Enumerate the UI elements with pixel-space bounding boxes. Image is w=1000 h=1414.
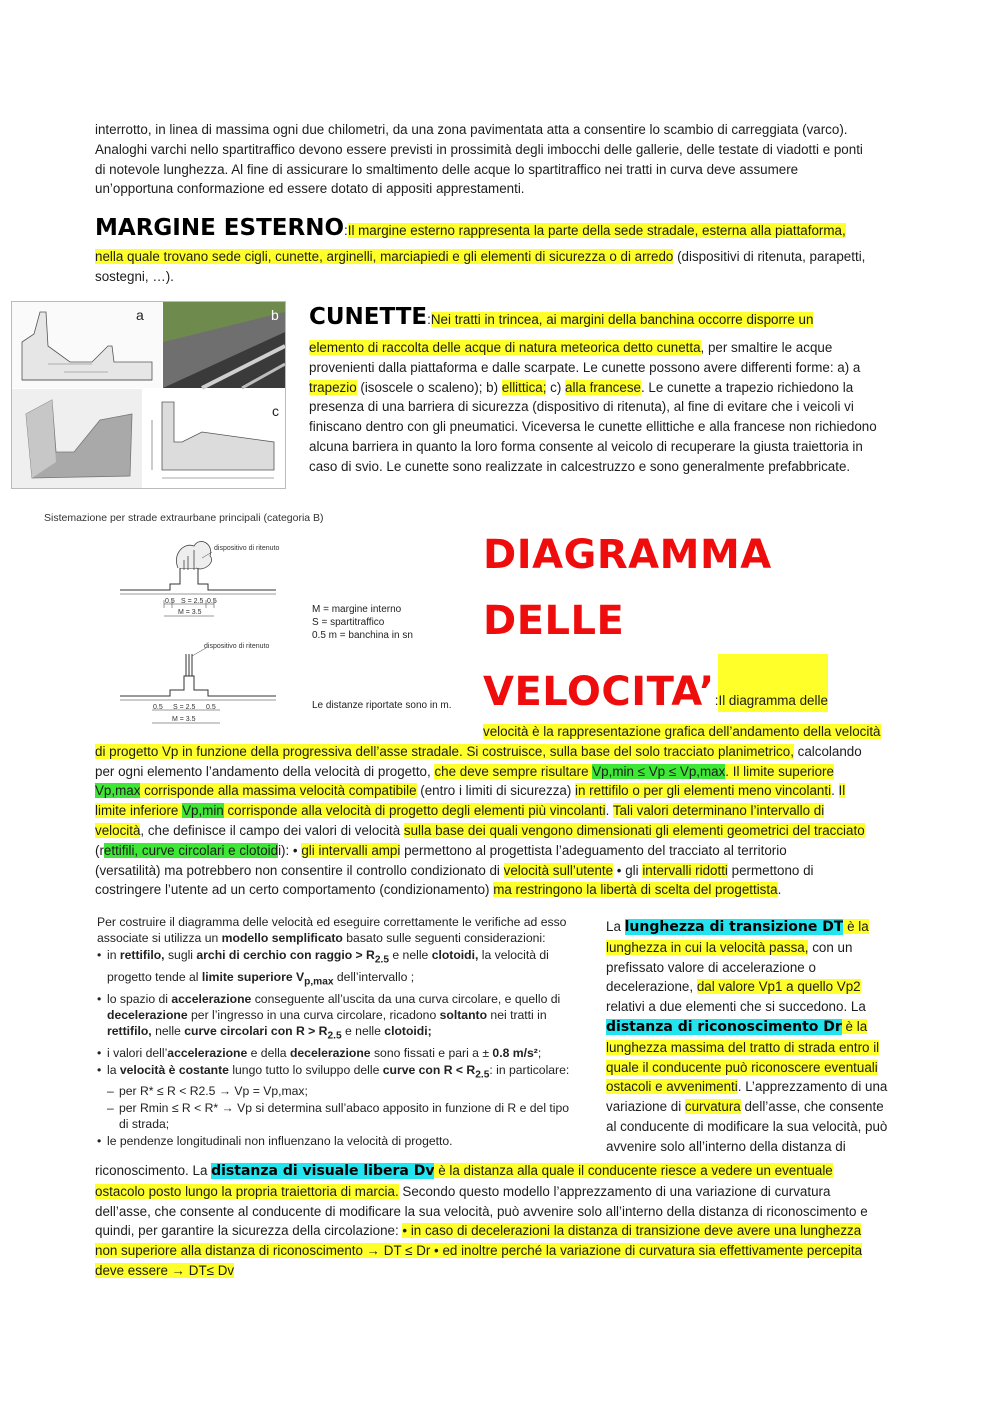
modello-bullet: • le pendenze longitudinali non influenzano la velocità di progetto. xyxy=(97,1133,581,1149)
transizione-text: decelerazione, xyxy=(606,979,697,995)
cunette-ellittica: ellittica; xyxy=(501,379,547,395)
diagramma-text: calcolando xyxy=(793,743,862,759)
margine-text: (dispositivi di ritenuta, parapetti, xyxy=(673,249,866,264)
cunette-figure xyxy=(11,301,286,489)
colon: : xyxy=(714,693,719,708)
cunette-line: presenza di una barriera di sicurezza (dispositivo di ritenuta), al fine di evitare che i veicoli vi xyxy=(309,399,854,415)
modello-bold: accelerazione xyxy=(171,991,252,1006)
modello-subbullet: – per R* ≤ R < R2.5 → Vp = Vp,max; xyxy=(97,1083,581,1099)
diagramma-highlight: in rettifilo o per gli elementi meno vincolanti xyxy=(575,783,832,799)
modello-text: lungo tutto lo sviluppo delle xyxy=(228,1062,383,1077)
transizione-term: lunghezza di transizione DT xyxy=(624,919,844,935)
modello-sub: 2.5 xyxy=(374,954,389,966)
visuale-line: dell’asse, che consente al conducente di modificare la sua velocità, può avvenire solo all’interno della distanza di riconoscimento e xyxy=(95,1203,868,1219)
diagramma-highlight-0: Il diagramma delle xyxy=(718,654,827,712)
cunette-heading: CUNETTE xyxy=(309,304,428,330)
transizione-text: con un xyxy=(808,939,853,955)
modello-bold: 0.8 m/s² xyxy=(492,1046,538,1061)
visuale-text: riconoscimento. La xyxy=(95,1163,212,1178)
diagramma-highlight: corrisponde alla massima velocità compatibile xyxy=(140,783,417,799)
sistemazione-caption: Sistemazione per strade extraurbane principali (categoria B) xyxy=(44,512,324,524)
modello-text: dell’intervallo ; xyxy=(333,969,415,984)
modello-line: Per costruire il diagramma delle velocità ed eseguire correttamente le verifiche ad esso xyxy=(97,915,567,929)
modello-bullet xyxy=(97,1062,581,1084)
cunette-text: , per smaltire le acque xyxy=(700,340,833,355)
diagramma-text: permettono al progettista l’adeguamento del tracciato al territorio xyxy=(400,842,787,858)
modello-bold: soltanto xyxy=(439,1007,488,1022)
modello-text: basato sulle seguenti considerazioni: xyxy=(342,931,546,946)
legend-item: M = margine interno xyxy=(312,604,402,615)
transizione-highlight: è la xyxy=(841,1018,868,1034)
modello-bold: curve circolari con R > R xyxy=(184,1024,328,1039)
visuale-highlight: deve essere → DT≤ Dv xyxy=(95,1262,235,1278)
diagramma-green: ettifili, curve circolari e clotoid xyxy=(103,842,279,858)
transizione-paragraph xyxy=(606,917,906,1157)
diagramma-highlight: velocità xyxy=(95,822,141,838)
modello-bold: limite superiore V xyxy=(201,969,305,984)
diagramma-title xyxy=(483,522,828,725)
modello-text: nelle xyxy=(151,1024,185,1039)
diagramma-highlight: Il xyxy=(838,783,846,799)
colon: : xyxy=(427,312,431,327)
diagramma-green: Vp,min ≤ Vp ≤ Vp,max xyxy=(592,763,726,779)
modello-bold: clotoidi, xyxy=(431,947,479,962)
diagramma-green: Vp,min xyxy=(182,803,224,819)
transizione-line: al conducente di modificare la sua velocità, può xyxy=(606,1118,888,1134)
transizione-highlight: è la xyxy=(843,919,869,934)
visuale-highlight: è la distanza alla quale il conducente riesce a vedere un eventuale xyxy=(434,1163,833,1178)
cunette-line: provenienti dalla piattaforma e dalle scarpate. Le cunette possono avere differenti forme: a) a xyxy=(309,359,861,375)
modello-bold: decelerazione xyxy=(107,1007,188,1022)
transizione-line: prefissato valore di accelerazione o xyxy=(606,959,816,975)
sistemazione-figure xyxy=(44,512,484,742)
dim-label: M = 3.5 xyxy=(178,609,202,616)
diagramma-paragraph xyxy=(95,722,915,900)
dim-label: M = 3.5 xyxy=(172,716,196,723)
diagramma-text: permettono di xyxy=(727,862,814,878)
diagramma-highlight: corrisponde alla velocità di progetto degli elementi più vincolanti xyxy=(223,803,606,819)
modello-text: per l’ingresso in una curva circolare, ricadono xyxy=(187,1007,440,1022)
intro-line: un’opportuna conformazione ed essere dotato di appositi apprestamenti. xyxy=(95,181,525,197)
transizione-text: dell’asse, che consente xyxy=(740,1099,884,1115)
modello-bold: modello semplificato xyxy=(221,931,343,946)
diagramma-highlight: intervalli ridotti xyxy=(642,862,728,878)
modello-sub: p,max xyxy=(304,976,334,988)
modello-text: sugli xyxy=(164,947,197,962)
cunette-text: (isoscele o scaleno); b) xyxy=(356,379,502,395)
diagramma-text: (versatilità) ma potrebbero non consentire il controllo condizionato di xyxy=(95,862,504,878)
dim-label: 0.5 xyxy=(207,598,217,605)
modello-sub: 2.5 xyxy=(475,1069,490,1080)
modello-bullet xyxy=(97,991,581,1046)
diagramma-highlight: velocità sull’utente xyxy=(503,862,614,878)
cunette-text: c) xyxy=(546,379,566,395)
visuale-term: distanza di visuale libera Dv xyxy=(211,1163,435,1179)
modello-text: associate si utilizza un xyxy=(97,931,222,946)
diagramma-text: • gli xyxy=(613,862,643,878)
title-line: DIAGRAMMA xyxy=(483,532,772,578)
modello-text: i valori dell’ xyxy=(107,1046,168,1061)
margine-line: sostegni, …). xyxy=(95,268,174,284)
visuale-paragraph xyxy=(95,1161,915,1281)
device-label-bottom: dispositivo di ritenuto xyxy=(204,643,270,650)
cunette-highlight-2: elemento di raccolta delle acque di natura meteorica detto cunetta xyxy=(309,340,701,355)
cunette-highlight-1: Nei tratti in trincea, ai margini della banchina occorre disporre un xyxy=(430,312,814,327)
diagramma-text: per ogni elemento l’andamento della velocità di progetto, xyxy=(95,763,435,779)
modello-bold: clotoidi; xyxy=(384,1024,432,1039)
legend-item: S = spartitraffico xyxy=(312,617,385,628)
margine-section xyxy=(95,213,915,287)
fig-label-b: b xyxy=(271,307,279,323)
modello-text: nei tratti in xyxy=(487,1007,547,1022)
dim-label: S = 2.5 xyxy=(181,598,204,605)
modello-bold: curve con R < R xyxy=(382,1062,476,1077)
diagramma-green: Vp,max xyxy=(95,783,141,799)
dim-label: 0.5 xyxy=(165,598,175,605)
transizione-text: La xyxy=(606,919,625,934)
modello-bullet xyxy=(97,947,581,991)
diagramma-highlight: Tali valori determinano l’intervallo di xyxy=(612,803,825,819)
cunette-section xyxy=(309,302,909,477)
intro-paragraph xyxy=(95,120,915,199)
modello-text: in xyxy=(107,947,120,962)
diagramma-highlight: limite inferiore xyxy=(95,803,183,819)
intro-line: interrotto, in linea di massima ogni due chilometri, da una zona pavimentata atta a consentire lo scambio di carreggiata (varco). xyxy=(95,122,848,137)
diagramma-text: i): • xyxy=(278,842,302,858)
modello-subbullet: – per Rmin ≤ R < R* → Vp si determina sull’abaco apposito in funzione di R e del tipo di strada; xyxy=(97,1100,581,1133)
transizione-text: variazione di xyxy=(606,1099,685,1115)
transizione-highlight: curvatura xyxy=(684,1099,741,1115)
diagramma-text: (entro i limiti di sicurezza) xyxy=(416,783,576,799)
transizione-highlight: quale il conducente può riconoscere eventuali xyxy=(606,1059,878,1075)
riconoscimento-term: distanza di riconoscimento Dr xyxy=(606,1018,842,1035)
fig-label-c: c xyxy=(272,403,279,419)
dim-label: 0.5 xyxy=(153,704,163,711)
cunette-trapezio: trapezio xyxy=(309,379,357,395)
modello-text: e nelle xyxy=(389,947,432,962)
visuale-highlight: • in caso di decelerazioni la distanza di transizione deve avere una lunghezza xyxy=(402,1223,862,1239)
modello-bold: rettifilo, xyxy=(107,1024,152,1039)
diagramma-text: (r xyxy=(95,842,104,858)
transizione-highlight: dal valore Vp1 a quello Vp2 xyxy=(696,979,861,995)
modello-bold: rettifilo, xyxy=(119,947,165,962)
colon: : xyxy=(344,223,348,238)
visuale-highlight: ostacolo posto lungo la propria traiettoria di marcia. xyxy=(95,1183,399,1199)
modello-text: sono fissati e pari a ± xyxy=(370,1046,493,1061)
modello-text: lo spazio di xyxy=(107,991,172,1006)
margine-heading: MARGINE ESTERNO xyxy=(95,215,344,241)
title-line: VELOCITA’ xyxy=(483,669,715,715)
diagramma-highlight: sulla base dei quali vengono dimensionati gli elementi geometrici del tracciato xyxy=(403,822,865,838)
diagramma-highlight-1: velocità è la rappresentazione grafica dell’andamento della velocità xyxy=(483,724,881,739)
dim-label: 0.5 xyxy=(206,704,216,711)
margine-highlight-1: Il margine esterno rappresenta la parte della sede stradale, esterna alla piattaforma, xyxy=(347,223,846,238)
visuale-text: Secondo questo modello l’apprezzamento di una variazione di curvatura xyxy=(398,1183,831,1199)
diagramma-highlight: ma restringono la libertà di scelta del progettista xyxy=(493,882,778,898)
modello-text: e della xyxy=(247,1046,290,1061)
diagramma-highlight: gli intervalli ampi xyxy=(301,842,401,858)
transizione-highlight: lunghezza in cui la velocità passa, xyxy=(606,939,809,955)
sistemazione-svg xyxy=(44,528,484,743)
modello-text: conseguente all’uscita da una curva circolare, e quello di xyxy=(251,991,561,1006)
device-label-top: dispositivo di ritenuto xyxy=(214,545,280,552)
cunette-line: caso di svio. Le cunette sono realizzate in calcestruzzo e sono generalmente prefabbricate. xyxy=(309,458,851,474)
legend-item: 0.5 m = banchina in sn xyxy=(312,630,413,641)
modello-text: ; xyxy=(537,1046,542,1061)
cunette-line: finiscano dentro con gli pneumatici. Viceversa le cunette ellittiche e alla francese non richiedono xyxy=(309,419,877,435)
cunette-text: . Le cunette a trapezio richiedono la xyxy=(640,379,854,395)
diagramma-text: , che definisce il campo dei valori di velocità xyxy=(140,822,404,838)
modello-sub: 2.5 xyxy=(327,1030,342,1042)
visuale-text: quindi, per garantire la sicurezza della circolazione: xyxy=(95,1223,403,1239)
diagramma-text: . xyxy=(777,882,782,898)
modello-bold: decelerazione xyxy=(289,1046,371,1061)
diagramma-text: costringere l’utente ad un certo comportamento (condizionamento) xyxy=(95,882,494,898)
diagramma-highlight: che deve sempre risultare xyxy=(434,763,593,779)
intro-line: Analoghi varchi nello spartitraffico devono essere previsti in prossimità degli imbocchi delle gallerie, delle testate di viadotti e ponti xyxy=(95,141,863,157)
modello-bullet xyxy=(97,1045,581,1061)
modello-text: : in particolare: xyxy=(489,1062,570,1077)
transizione-line: relativi a due elementi che si succedono. La xyxy=(606,999,866,1015)
diagramma-text: . xyxy=(831,783,839,799)
visuale-highlight: non superiore alla distanza di riconoscimento → DT ≤ Dr • ed inoltre perché la variazione di curvatura sia effettivamente percepita xyxy=(95,1243,863,1259)
diagramma-highlight-2: di progetto Vp in funzione della progressiva dell’asse stradale. Si costruisce, sulla base del solo tracciato planimetrico, xyxy=(95,743,794,759)
transizione-text: . L’apprezzamento di una xyxy=(737,1079,888,1095)
diagramma-highlight: . xyxy=(725,763,733,779)
dim-label: S = 2.5 xyxy=(173,704,196,711)
transizione-highlight: ostacoli e avvenimenti xyxy=(606,1079,738,1095)
modello-bold: velocità è costante xyxy=(119,1062,229,1077)
modello-text: e nelle xyxy=(341,1024,385,1039)
margine-highlight-2: nella quale trovano sede cigli, cunette, arginelli, marciapiedi e gli elementi di sicurezza o di arredo xyxy=(95,249,674,264)
intro-line: di notevole lunghezza. Al fine di assicurare lo smaltimento delle acque lo spartitraffico nei tratti in curva deve assumere xyxy=(95,161,799,177)
modello-text: la velocità di progetto tende al xyxy=(107,947,549,984)
modello-bold: accelerazione xyxy=(167,1046,248,1061)
diagramma-highlight: Il limite superiore xyxy=(732,763,834,779)
cunette-figure-svg xyxy=(12,302,285,488)
cunette-francese: alla francese xyxy=(565,379,641,395)
modello-text: la xyxy=(107,1062,120,1077)
distance-note: Le distanze riportate sono in m. xyxy=(312,700,452,711)
modello-bold: archi di cerchio con raggio > R xyxy=(196,947,375,962)
title-line: DELLE xyxy=(483,598,625,644)
diagramma-text: . xyxy=(605,803,613,819)
cunette-line: alcuna barriera in quanto la loro forma consente al veicolo di recuperare la giusta traiettoria in xyxy=(309,438,863,454)
transizione-line: avvenire solo all’interno della distanza di xyxy=(606,1138,846,1154)
modello-box xyxy=(97,914,581,1149)
fig-label-a: a xyxy=(136,307,144,323)
transizione-highlight: lunghezza massima del tratto di strada entro il xyxy=(606,1039,880,1055)
